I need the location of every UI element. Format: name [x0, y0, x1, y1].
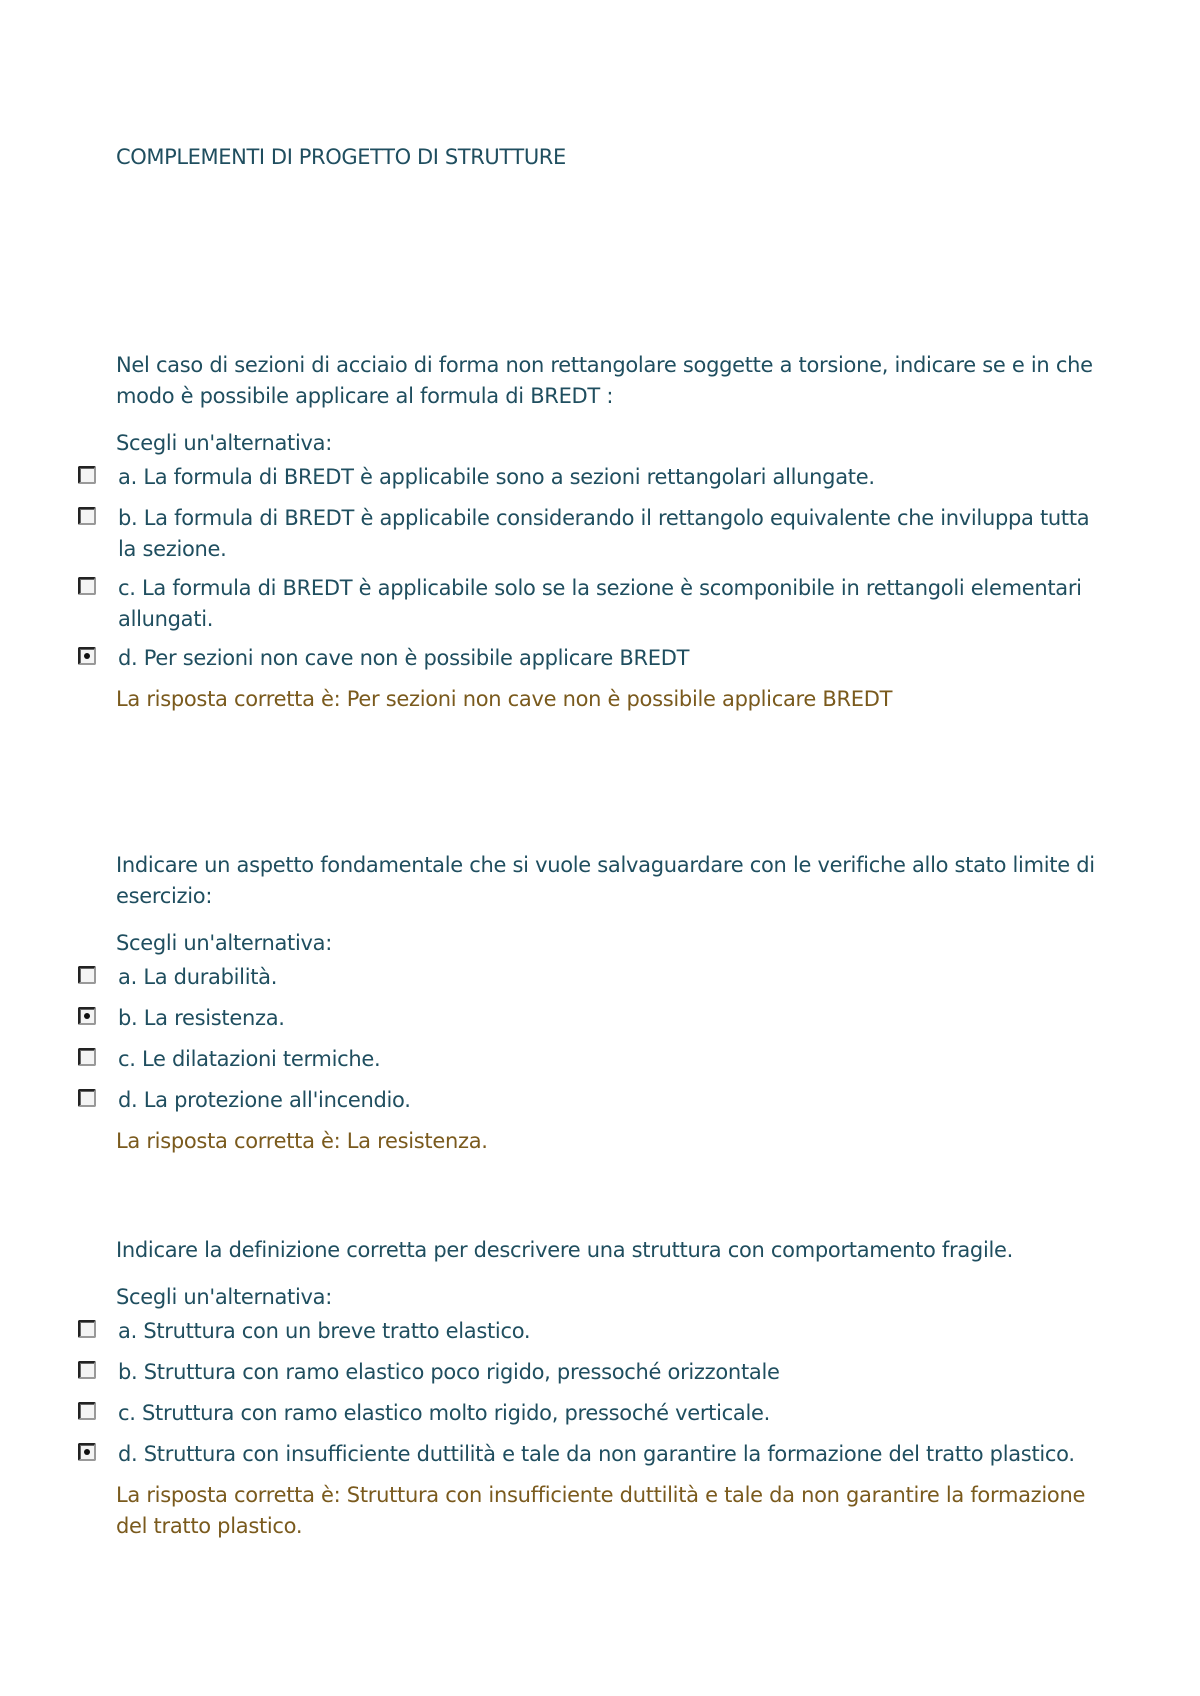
radio-button-selected[interactable]	[78, 1443, 96, 1461]
option-label: c. Le dilatazioni termiche.	[118, 1047, 381, 1071]
option-c[interactable]	[116, 1398, 1096, 1429]
option-label: d. La protezione all'incendio.	[118, 1088, 411, 1112]
options-list	[116, 462, 1096, 674]
question-text: Indicare la definizione corretta per descrivere una struttura con comportamento fragile.	[116, 1238, 1014, 1262]
question-2	[116, 850, 1096, 1157]
option-c[interactable]	[116, 1044, 1096, 1075]
radio-button[interactable]	[78, 1320, 96, 1338]
radio-button[interactable]	[78, 1048, 96, 1066]
choose-prompt: Scegli un'alternativa:	[116, 1285, 333, 1309]
option-label: d. Per sezioni non cave non è possibile applicare BREDT	[118, 646, 690, 670]
option-label: b. La resistenza.	[118, 1006, 285, 1030]
choose-prompt: Scegli un'alternativa:	[116, 431, 333, 455]
option-label: d. Struttura con insufficiente duttilità e tale da non garantire la formazione del tratto plastico.	[118, 1442, 1075, 1466]
correct-answer: La risposta corretta è: La resistenza.	[116, 1129, 488, 1153]
option-label: a. La durabilità.	[118, 965, 278, 989]
question-text: Indicare un aspetto fondamentale che si vuole salvaguardare con le verifiche allo stato limite di esercizio:	[116, 853, 1095, 908]
option-d[interactable]	[116, 1439, 1096, 1470]
question-text: Nel caso di sezioni di acciaio di forma non rettangolare soggette a torsione, indicare se e in che modo è possibile applicare al formula di BREDT :	[116, 353, 1093, 408]
radio-button[interactable]	[78, 1361, 96, 1379]
radio-button[interactable]	[78, 966, 96, 984]
option-d[interactable]	[116, 643, 1096, 674]
option-b[interactable]	[116, 503, 1096, 565]
options-list	[116, 962, 1096, 1116]
page-title: COMPLEMENTI DI PROGETTO DI STRUTTURE	[116, 145, 566, 169]
correct-answer: La risposta corretta è: Struttura con insufficiente duttilità e tale da non garantire la formazione del tratto plastico.	[116, 1483, 1086, 1538]
option-label: c. La formula di BREDT è applicabile solo se la sezione è scomponibile in rettangoli elementari allungati.	[118, 576, 1082, 631]
option-d[interactable]	[116, 1085, 1096, 1116]
choose-prompt: Scegli un'alternativa:	[116, 931, 333, 955]
option-b[interactable]	[116, 1003, 1096, 1034]
option-c[interactable]	[116, 573, 1096, 635]
option-a[interactable]	[116, 462, 1096, 493]
correct-answer: La risposta corretta è: Per sezioni non cave non è possibile applicare BREDT	[116, 687, 893, 711]
radio-button[interactable]	[78, 466, 96, 484]
question-1	[116, 350, 1096, 715]
radio-button-selected[interactable]	[78, 1007, 96, 1025]
options-list	[116, 1316, 1096, 1470]
radio-button[interactable]	[78, 1402, 96, 1420]
option-a[interactable]	[116, 1316, 1096, 1347]
option-a[interactable]	[116, 962, 1096, 993]
question-3	[116, 1235, 1096, 1542]
option-label: b. La formula di BREDT è applicabile considerando il rettangolo equivalente che inviluppa tutta la sezione.	[118, 506, 1090, 561]
option-b[interactable]	[116, 1357, 1096, 1388]
option-label: c. Struttura con ramo elastico molto rigido, pressoché verticale.	[118, 1401, 770, 1425]
option-label: b. Struttura con ramo elastico poco rigido, pressoché orizzontale	[118, 1360, 780, 1384]
radio-button[interactable]	[78, 577, 96, 595]
option-label: a. Struttura con un breve tratto elastico.	[118, 1319, 531, 1343]
radio-button[interactable]	[78, 507, 96, 525]
radio-button-selected[interactable]	[78, 647, 96, 665]
radio-button[interactable]	[78, 1089, 96, 1107]
option-label: a. La formula di BREDT è applicabile sono a sezioni rettangolari allungate.	[118, 465, 875, 489]
